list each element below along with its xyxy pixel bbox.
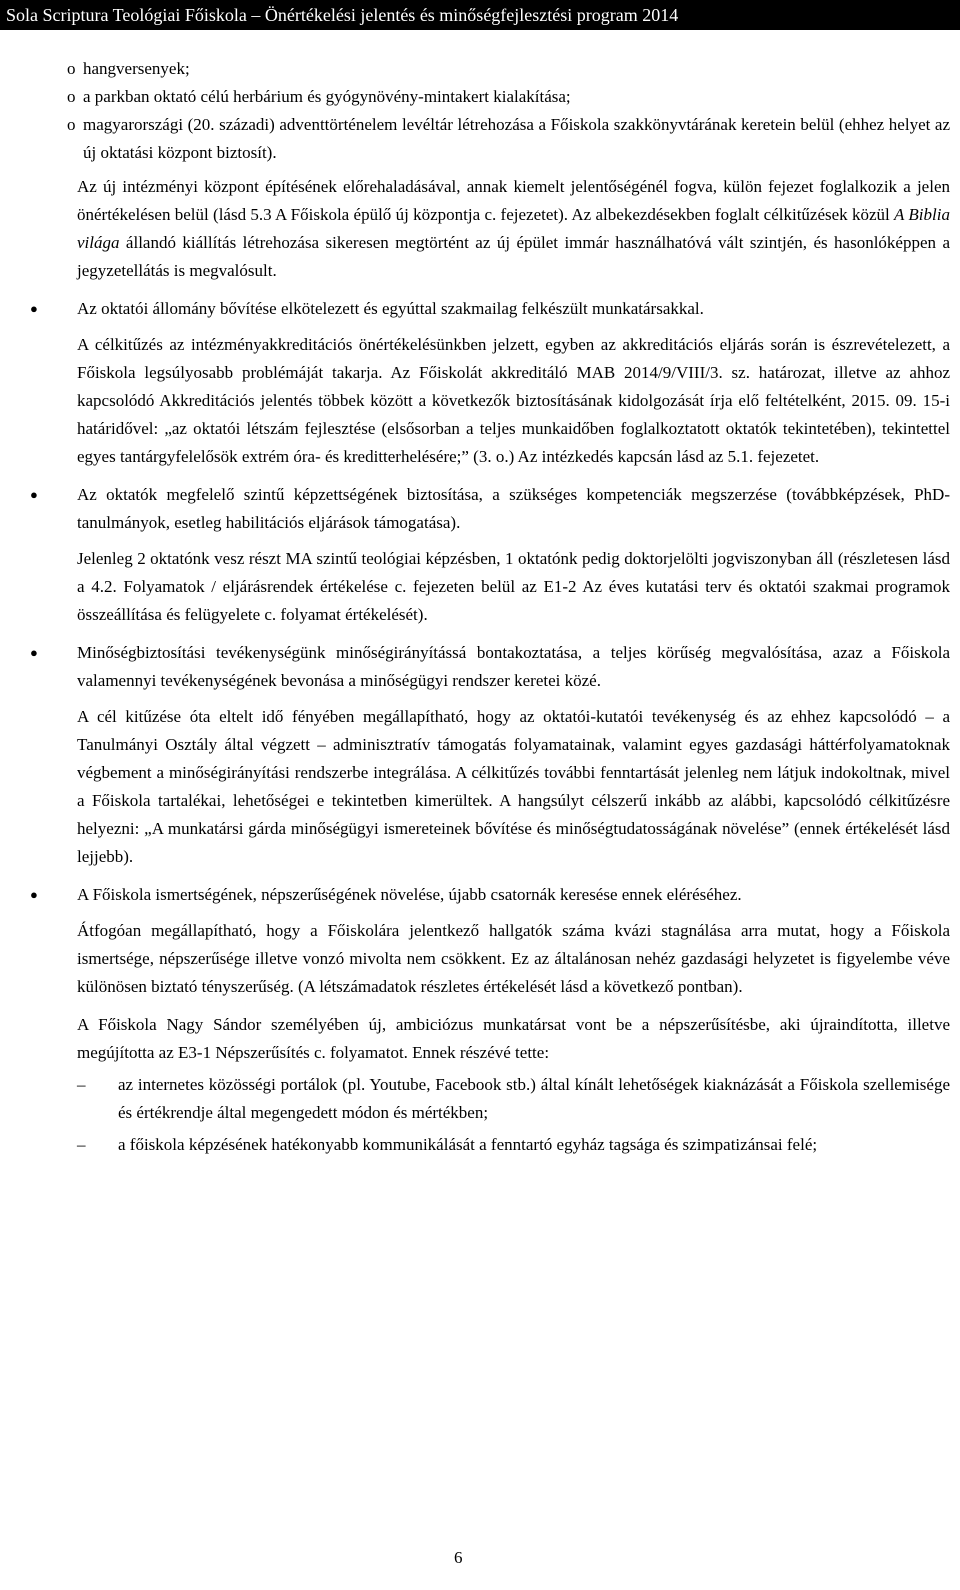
paragraph: Átfogóan megállapítható, hogy a Főiskolára jelentkező hallgatók száma kvázi stagnálása arra mutat, hogy a Főiskola ismertsége, népszerűsége illetve vonzó mivolta nem csökkent. Ez az általánosan nehéz gazdasági helyzetet is figyelembe véve különösen biztató tényszerűség. (A létszámadatok részletes értékelését lásd a következő pontban). [77, 921, 950, 996]
document-body [30, 55, 950, 1163]
paragraph: A célkitűzés az intézményakkreditációs önértékelésünkben jelzett, egyben az akkreditációs eljárás során is észrevételezett, a Főiskola legsúlyosabb problémáját takarja. Az Főiskolát akkreditáló MAB 2014/9/VIII/3. sz. határozat, illetve az ahhoz kapcsolódó Akkreditációs jelentés többek között a következők biztosításának kidolgozását írja elő feltételként, 2015. 09. 15-i határidővel: „az oktatói létszám fejlesztése (elsősorban a teljes munkaidőben foglalkoztatott oktatók tekintetében), tekintettel egyes tantárgyfelelősök extrém óra- és kreditterhelésére;” (3. o.) Az intézkedés kapcsán lásd az 5.1. fejezetet. [77, 335, 950, 466]
list-item: o magyarországi (20. századi) adventtörténelem levéltár létrehozása a Főiskola szakkönyvtárának keretein belül (ehhez helyet az új oktatási központ biztosít). [67, 111, 950, 167]
dash-marker: – [77, 1075, 86, 1094]
italic-title: A Biblia világa [77, 205, 950, 252]
paragraph: Az új intézményi központ építésének előrehaladásával, annak kiemelt jelentőségénél fogva, külön fejezet foglalkozik a jelen önértékelésen belül (lásd 5.3 A Főiskola épülő új központja c. fejezetet). Az albekezdésekben foglalt célkitűzések közül A Biblia világa állandó kiállítás létrehozása sikeresen megtörtént az új épület immár használhatóvá vált szintjén, és hasonlóképpen a jegyzetellátás is megvalósult. [77, 177, 950, 280]
page-number: 6 [454, 1548, 463, 1567]
list-item: – az internetes közösségi portálok (pl. Youtube, Facebook stb.) által kínált lehetőségek kiaknázását a Főiskola szellemisége és értékrendje által megengedett módon és mértékben; [77, 1071, 950, 1127]
bullet-item: ● Az oktatói állomány bővítése elkötelezett és egyúttal szakmailag felkészült munkatársakkal. [30, 295, 950, 323]
list-marker: o [67, 115, 76, 134]
dash-marker: – [77, 1135, 86, 1154]
list-item: o hangversenyek; [67, 55, 950, 83]
bullet-icon: ● [30, 887, 38, 902]
paragraph: Jelenleg 2 oktatónk vesz részt MA szintű teológiai képzésben, 1 oktatónk pedig doktorjelölti jogviszonyban áll (részletesen lásd a 4.2. Folyamatok / eljárásrendek értékelése c. fejezeten belül az E1-2 Az éves kutatási terv és oktatói szakmai programok összeállítása és felügyelete c. folyamat értékelését). [77, 549, 950, 624]
paragraph: A Főiskola Nagy Sándor személyében új, ambiciózus munkatársat vont be a népszerűsítésbe, aki újraindította, illetve megújította az E3-1 Népszerűsítés c. folyamatot. Ennek részévé tette: [77, 1015, 950, 1062]
sub-list [67, 55, 950, 167]
bullet-item: ● Minőségbiztosítási tevékenységünk minőségirányítássá bontakoztatása, a teljes körűség megvalósítása, azaz a Főiskola valamennyi tevékenységének bevonása a minőségügyi rendszer keretei közé. [30, 639, 950, 695]
bullet-item: ● A Főiskola ismertségének, népszerűségének növelése, újabb csatornák keresése ennek eléréséhez. [30, 881, 950, 909]
page-header: Sola Scriptura Teológiai Főiskola – Önértékelési jelentés és minőségfejlesztési program 2014 [0, 0, 960, 30]
bullet-icon: ● [30, 487, 38, 502]
list-marker: o [67, 59, 76, 78]
bullet-icon: ● [30, 645, 38, 660]
list-item: – a főiskola képzésének hatékonyabb kommunikálását a fenntartó egyház tagsága és szimpatizánsai felé; [77, 1131, 950, 1159]
dash-list [77, 1071, 950, 1159]
bullet-icon: ● [30, 301, 38, 316]
bullet-item: ● Az oktatók megfelelő szintű képzettségének biztosítása, a szükséges kompetenciák megszerzése (továbbképzések, PhD-tanulmányok, esetleg habilitációs eljárások támogatása). [30, 481, 950, 537]
paragraph: A cél kitűzése óta eltelt idő fényében megállapítható, hogy az oktatói-kutatói tevékenység és az ehhez kapcsolódó – a Tanulmányi Osztály által végzett – adminisztratív támogatás folyamatainak, valamint egyes gazdasági háttérfolyamatoknak végbement a minőségirányítási rendszerbe integrálása. A célkitűzés további fenntartását jelenleg nem látjuk indokoltnak, mivel a Főiskola tartalékai, lehetőségei e tekintetben kimerültek. A hangsúlyt célszerű inkább az alábbi, kapcsolódó célkitűzésre helyezni: „A munkatársi gárda minőségügyi ismereteinek bővítése és minőségtudatosságának növelése” (ennek értékelését lásd lejjebb). [77, 707, 950, 866]
list-marker: o [67, 87, 76, 106]
list-item: o a parkban oktató célú herbárium és gyógynövény-mintakert kialakítása; [67, 83, 950, 111]
